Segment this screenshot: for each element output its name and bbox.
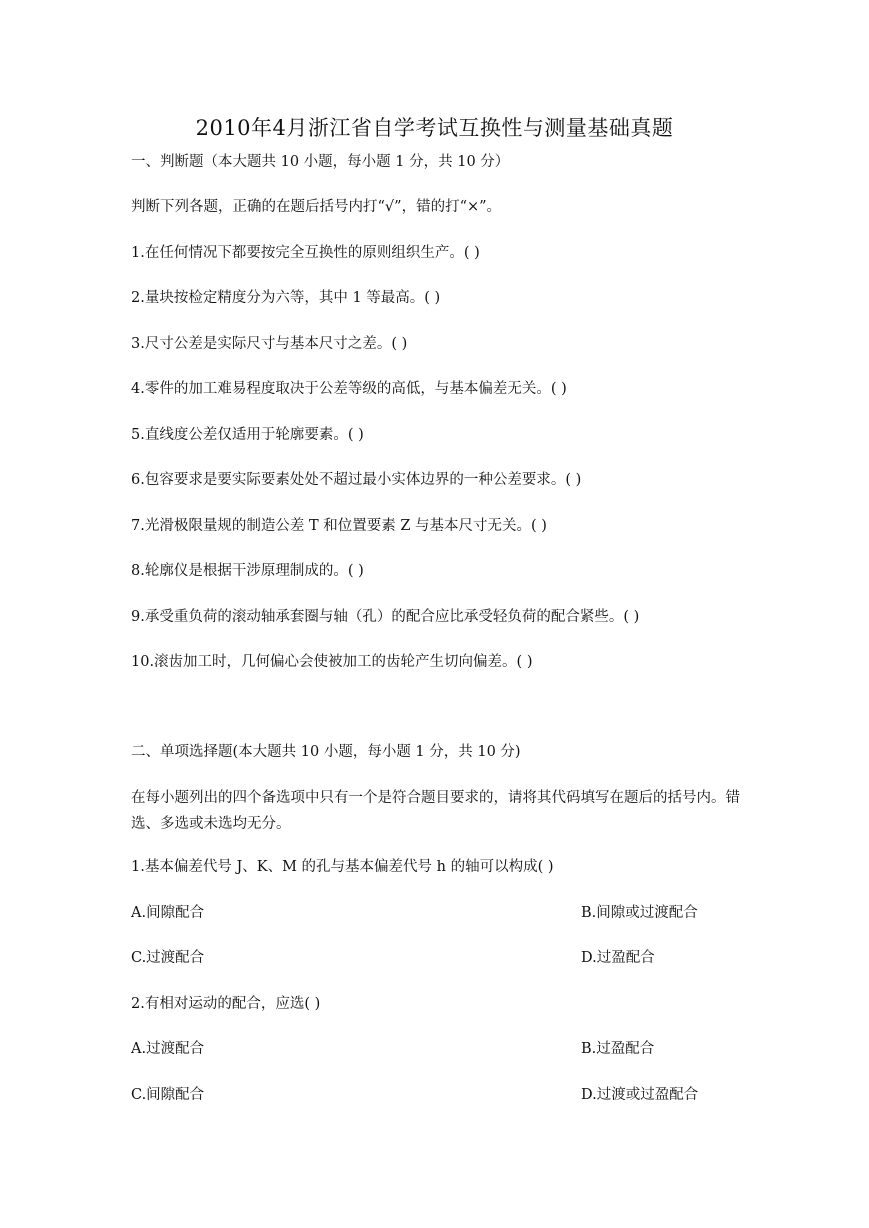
section2-question-2-option-b: B.过盈配合	[581, 1041, 655, 1057]
section2-question-2-option-d: D.过渡或过盈配合	[581, 1087, 699, 1103]
section2-question-2-option-c: C.间隙配合	[131, 1087, 205, 1103]
section2-question-1-option-c: C.过渡配合	[131, 950, 205, 966]
section2-question-1-option-b: B.间隙或过渡配合	[581, 905, 698, 921]
section2-heading: 二、单项选择题(本大题共 10 小题，每小题 1 分，共 10 分)	[131, 744, 521, 760]
section1-question-6: 6.包容要求是要实际要素处处不超过最小实体边界的一种公差要求。( )	[131, 472, 582, 488]
section2-question-1-option-d: D.过盈配合	[581, 950, 655, 966]
page-title: 2010年4月浙江省自学考试互换性与测量基础真题	[195, 116, 674, 140]
section1-question-10: 10.滚齿加工时，几何偏心会使被加工的齿轮产生切向偏差。( )	[131, 654, 533, 670]
section2-question-1-stem: 1.基本偏差代号 J、K、M 的孔与基本偏差代号 h 的轴可以构成( )	[131, 859, 554, 875]
section1-instruction: 判断下列各题，正确的在题后括号内打“√”，错的打“×”。	[131, 199, 502, 215]
section2-question-1-option-a: A.间隙配合	[131, 905, 205, 921]
section2-question-2-stem: 2.有相对运动的配合，应选( )	[131, 996, 321, 1012]
section1-question-7: 7.光滑极限量规的制造公差 T 和位置要素 Z 与基本尺寸无关。( )	[131, 518, 547, 534]
section1-heading: 一、判断题（本大题共 10 小题，每小题 1 分，共 10 分）	[131, 154, 510, 170]
section2-question-2-option-a: A.过渡配合	[131, 1041, 205, 1057]
section1-question-4: 4.零件的加工难易程度取决于公差等级的高低，与基本偏差无关。( )	[131, 381, 567, 397]
section2-instruction: 在每小题列出的四个备选项中只有一个是符合题目要求的，请将其代码填写在题后的括号内。错选、多选或未选均无分。	[131, 790, 740, 832]
section1-question-5: 5.直线度公差仅适用于轮廓要素。( )	[131, 427, 364, 443]
section1-question-9: 9.承受重负荷的滚动轴承套圈与轴（孔）的配合应比承受轻负荷的配合紧些。( )	[131, 609, 640, 625]
section1-question-3: 3.尺寸公差是实际尺寸与基本尺寸之差。( )	[131, 336, 408, 352]
section1-question-8: 8.轮廓仪是根据干涉原理制成的。( )	[131, 563, 364, 579]
section1-question-1: 1.在任何情况下都要按完全互换性的原则组织生产。( )	[131, 245, 480, 261]
section1-question-2: 2.量块按检定精度分为六等，其中 1 等最高。( )	[131, 290, 441, 306]
